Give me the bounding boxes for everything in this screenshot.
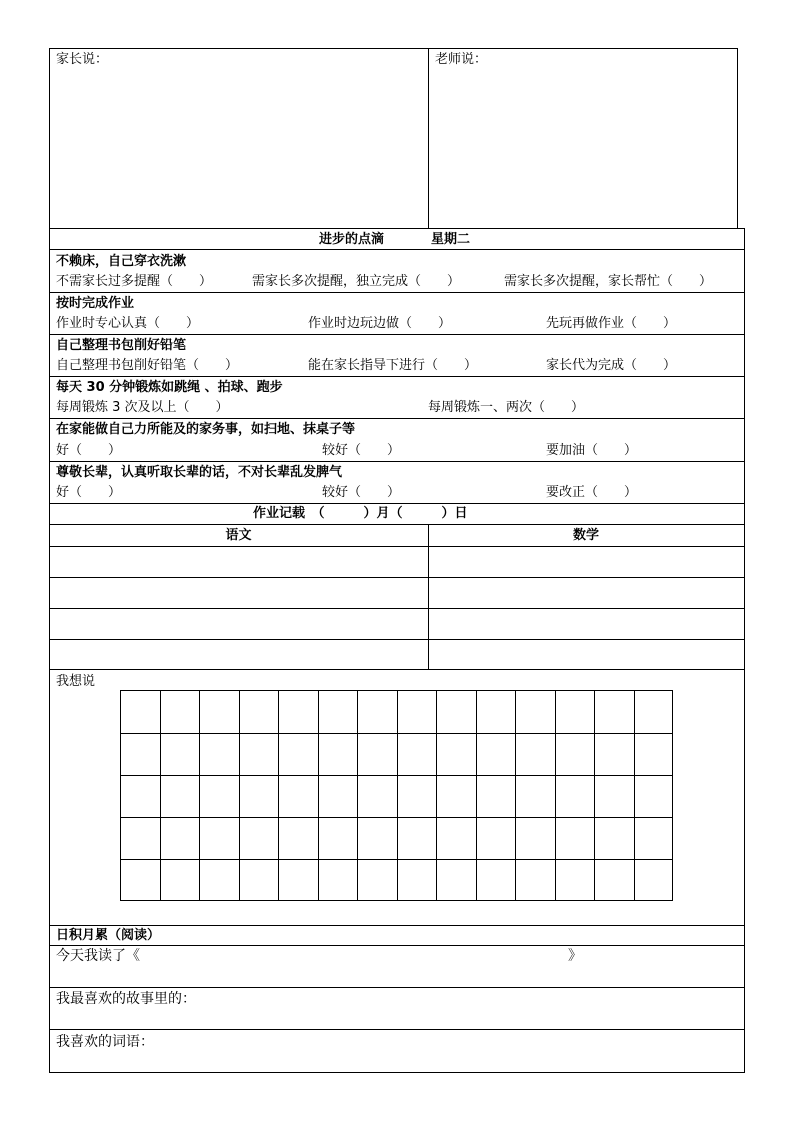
reading-title-divider [49,945,744,946]
teacher-comment-label: 老师说： [435,52,488,67]
row-divider [49,418,744,419]
progress-option[interactable]: 家长代为完成（ ） [546,358,677,373]
progress-item-heading: 自己整理书包削好铅笔 [56,338,187,353]
progress-option[interactable]: 作业时边玩边做（ ） [308,316,452,331]
homework-col-chinese: 语文 [225,528,252,543]
bottom-border [49,1072,745,1073]
row-divider [49,334,744,335]
grid-row-line [121,859,672,860]
grid-col-line [436,691,437,900]
homework-bottom-border [49,669,744,670]
grid-row-line [121,817,672,818]
read-today-field[interactable] [150,947,565,967]
homework-cell-math[interactable] [429,578,743,608]
favorite-story-field[interactable] [212,990,737,1026]
progress-option[interactable]: 较好（ ） [322,485,401,500]
grid-col-line [160,691,161,900]
progress-option[interactable]: 需家长多次提醒，独立完成（ ） [252,274,461,289]
grid-col-line [278,691,279,900]
homework-cell-chinese[interactable] [50,609,427,639]
parent-comment-label: 家长说： [56,52,109,67]
reading-top-border [49,925,744,926]
grid-col-line [318,691,319,900]
progress-option[interactable]: 要加油（ ） [546,443,638,458]
progress-option[interactable]: 好（ ） [56,485,122,500]
progress-option[interactable]: 每周锻炼 3 次及以上（ ） [56,400,229,415]
favorite-words-label: 我喜欢的词语： [56,1034,154,1050]
progress-title-divider [49,249,744,250]
grid-col-line [555,691,556,900]
reading-row-divider [49,987,744,988]
progress-item-heading: 按时完成作业 [56,296,135,311]
progress-title: 进步的点滴 [319,232,385,247]
top-border [49,48,738,49]
progress-option[interactable]: 较好（ ） [322,443,401,458]
row-divider [49,376,744,377]
progress-item-heading: 每天 30 分钟锻炼如跳绳 、拍球、跑步 [56,380,283,395]
homework-cell-math[interactable] [429,609,743,639]
top-right-border [737,48,738,228]
grid-col-line [397,691,398,900]
progress-option[interactable]: 每周锻炼一、两次（ ） [428,400,585,415]
homework-cell-chinese[interactable] [50,547,427,577]
row-divider [49,292,744,293]
progress-option[interactable]: 先玩再做作业（ ） [546,316,677,331]
read-today-label: 今天我读了《 [56,948,140,964]
grid-col-line [515,691,516,900]
homework-cell-chinese[interactable] [50,578,427,608]
homework-col-math: 数学 [572,528,599,543]
favorite-story-label: 我最喜欢的故事里的： [56,991,196,1007]
progress-top-border [49,228,744,229]
progress-option[interactable]: 能在家长指导下进行（ ） [308,358,478,373]
right-border [744,228,745,1072]
progress-option[interactable]: 不需家长过多提醒（ ） [56,274,213,289]
homework-cell-chinese[interactable] [50,640,427,669]
grid-row-line [121,733,672,734]
favorite-words-field[interactable] [170,1032,737,1068]
writing-grid[interactable] [120,690,673,901]
grid-col-line [594,691,595,900]
grid-col-line [199,691,200,900]
grid-row-line [121,775,672,776]
reading-title: 日积月累（阅读） [56,928,161,943]
progress-option[interactable]: 作业时专心认真（ ） [56,316,200,331]
row-divider [49,503,744,504]
reading-row-divider [49,1029,744,1030]
progress-option[interactable]: 好（ ） [56,443,122,458]
grid-col-line [239,691,240,900]
progress-item-heading: 不赖床，自己穿衣洗漱 [56,254,187,269]
progress-option[interactable]: 需家长多次提醒，家长帮忙（ ） [504,274,713,289]
progress-item-heading: 在家能做自己力所能及的家务事，如扫地、抹桌子等 [56,422,356,437]
homework-cell-math[interactable] [429,547,743,577]
wishes-label: 我想说 [56,674,96,689]
progress-option[interactable]: 要改正（ ） [546,485,638,500]
read-today-close: 》 [568,948,582,964]
row-divider [49,461,744,462]
progress-option[interactable]: 自己整理书包削好铅笔（ ） [56,358,239,373]
homework-title: 作业记载 （ ）月（ ）日 [253,506,468,521]
homework-cell-math[interactable] [429,640,743,669]
progress-item-heading: 尊敬长辈，认真听取长辈的话，不对长辈乱发脾气 [56,465,343,480]
grid-col-line [476,691,477,900]
comment-divider [428,48,429,228]
grid-col-line [634,691,635,900]
grid-col-line [357,691,358,900]
homework-title-divider [49,524,744,525]
progress-weekday: 星期二 [431,232,471,247]
